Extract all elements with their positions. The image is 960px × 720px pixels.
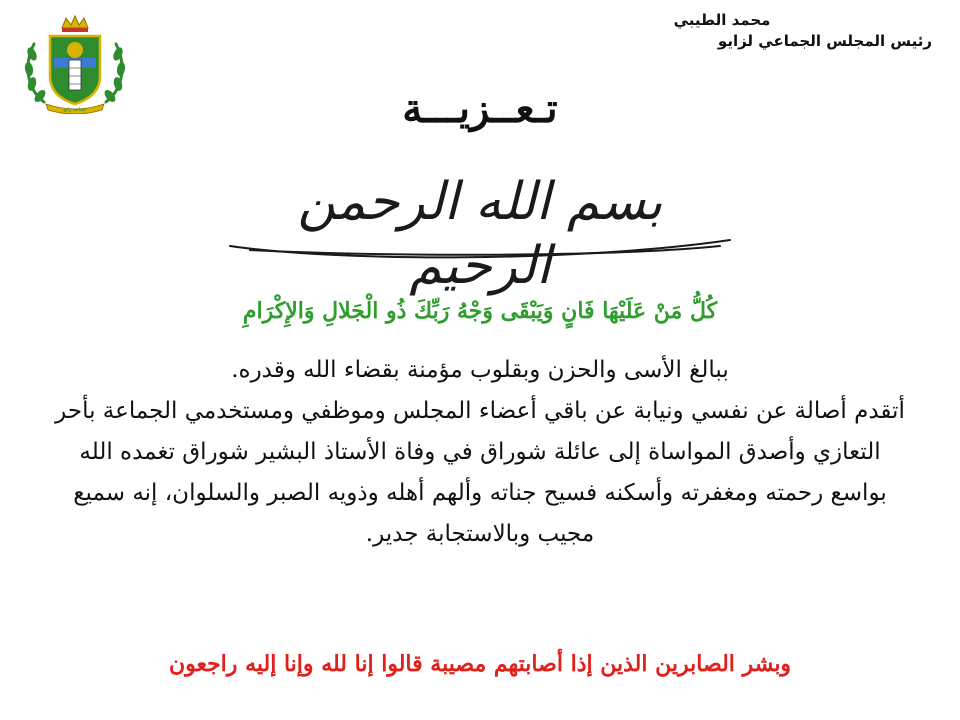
- condolence-body: [30, 350, 930, 555]
- signatory-title: رئيس المجلس الجماعي لزايو: [717, 32, 932, 50]
- signatory-block: [512, 10, 932, 52]
- quran-verse: كُلُّ مَنْ عَلَيْهَا فَانٍ وَيَبْقَى وَجْهُ رَبِّكَ ذُو الْجَلالِ وَالإِكْرَامِ: [242, 298, 718, 324]
- basmala: بسم الله الرحمن الرحيم: [297, 172, 663, 296]
- body-line: بواسع رحمته ومغفرته وأسكنه فسيح جناته وألهم أهله وذويه الصبر والسلوان، إنه سميع: [73, 480, 887, 506]
- closing-verse: وبشر الصابرين الذين إذا أصابتهم مصيبة قالوا إنا لله وإنا إليه راجعون: [168, 651, 792, 677]
- logo-ribbon-text: جماعة زايو: [63, 107, 87, 113]
- page-title: تـعــزيـــة: [402, 85, 558, 132]
- signatory-name: محمد الطيبي: [673, 11, 771, 29]
- body-line: أتقدم أصالة عن نفسي ونيابة عن باقي أعضاء المجلس وموظفي ومستخدمي الجماعة بأحر: [55, 398, 905, 424]
- body-line: التعازي وأصدق المواساة إلى عائلة شوراق في وفاة الأستاذ البشير شوراق تغمده الله: [79, 439, 881, 465]
- body-line: ببالغ الأسى والحزن وبقلوب مؤمنة بقضاء الله وقدره.: [231, 357, 729, 383]
- body-line: مجيب وبالاستجابة جدير.: [365, 521, 595, 547]
